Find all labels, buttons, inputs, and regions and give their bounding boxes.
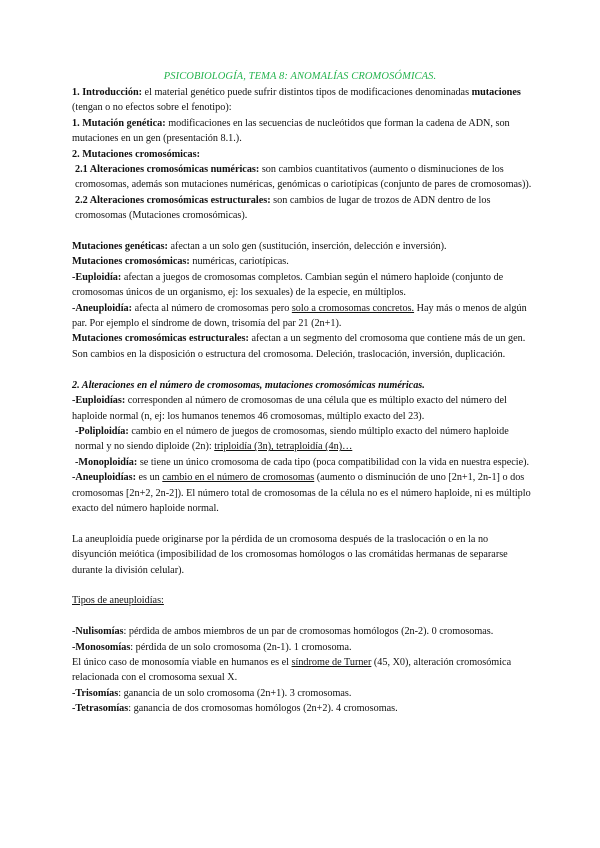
nulisomias-item: -Nulisomías: pérdida de ambos miembros de un par de cromosomas homólogos (2n-2). 0 cromosomas.	[72, 626, 494, 638]
tetrasomias-item: -Tetrasomías: ganancia de dos cromosomas homólogos (2n+2). 4 cromosomas.	[72, 703, 398, 715]
trisomias-item: -Trisomías: ganancia de un solo cromosoma (2n+1). 3 cromosomas.	[72, 687, 352, 699]
summary-aneuploidia: -Aneuploidía: afecta al número de cromosomas pero solo a cromosomas concretos. Hay más o menos de algún par. Por ejemplo el síndrome de down, trisomía del par 21 (2n+1).	[72, 302, 527, 330]
summary-structural: Mutaciones cromosómicas estructurales: afectan a un segmento del cromosoma que contiene más de un gen. Son cambios en la disposición o estructura del cromosoma. Deleción, traslocación, inversión, duplicación.	[72, 333, 526, 360]
turner-paragraph: El único caso de monosomía viable en humanos es el síndrome de Turner (45, X0), alteración cromosómica relacionada con el cromosoma sexual X.	[72, 656, 512, 684]
intro-label: 1. Introducción:	[72, 87, 142, 98]
summary-chromosomal: Mutaciones cromosómicas: numéricas, cariotípicas.	[72, 256, 289, 268]
aneuploidy-types-heading: Tipos de aneuploidías:	[72, 595, 164, 607]
monosomias-item: -Monosomías: pérdida de un solo cromosoma (2n-1). 1 cromosoma.	[72, 641, 352, 653]
chromosomal-mutations-heading: 2. Mutaciones cromosómicas:	[72, 148, 200, 160]
aneuploidias-paragraph: -Aneuploidías: es un cambio en el número de cromosomas (aumento o disminución de uno [2n+1, 2n-1] o dos cromosomas [2n+2, 2n-2]). El número total de cromosomas de la célula no es el número haploide, ni es múltiplo exacto del número haploide normal.	[72, 472, 531, 514]
euploidias-paragraph: -Euploidías: corresponden al número de cromosomas de una célula que es múltiplo exacto del número del haploide normal (n, ej: los humanos tenemos 46 cromosomas, múltiplo exacto del 23).	[72, 395, 507, 422]
section-2-heading: 2. Alteraciones en el número de cromosomas, mutaciones cromosómicas numéricas.	[72, 379, 425, 391]
document-title: PSICOBIOLOGÍA, TEMA 8: ANOMALÍAS CROMOSÓMICAS.	[163, 71, 437, 82]
poliploidia-paragraph: -Poliploidía: cambio en el número de juegos de cromosomas, siendo múltiplo exacto del número haploide normal y no siendo diploide (2n): triploidía (3n), tetraploidía (4n)…	[75, 425, 509, 453]
monoploidia-paragraph: -Monoploidía: se tiene un único cromosoma de cada tipo (poca compatibilidad con la vida en nuestra especie).	[75, 456, 530, 468]
summary-genetic: Mutaciones genéticas: afectan a un solo gen (sustitución, inserción, delección e inversión).	[72, 241, 447, 253]
summary-euploidia: -Euploidía: afectan a juegos de cromosomas completos. Cambian según el número haploide (conjunto de cromosomas únicos de un organismo, ej: los sexuales) de la especie, en múltiplos.	[72, 271, 504, 299]
numeric-alterations-paragraph: 2.1 Alteraciones cromosómicas numéricas: son cambios cuantitativos (aumento o disminuciones de los cromosomas, además son mutaciones numéricas, genómicas o cariotípicas (conjunto de pares de cromosomas)).	[75, 164, 532, 191]
intro-paragraph: 1. Introducción: el material genético puede sufrir distintos tipos de modificaciones denominadas mutaciones (tengan o no efectos sobre el fenotipo):	[72, 87, 521, 114]
document-body	[72, 85, 532, 717]
structural-alterations-paragraph: 2.2 Alteraciones cromosómicas estructurales: son cambios de lugar de trozos de ADN dentro de los cromosomas (Mutaciones cromosómicas).	[75, 194, 491, 222]
genetic-mutation-paragraph: 1. Mutación genética: modificaciones en las secuencias de nucleótidos que forman la cadena de ADN, son mutaciones en un gen (presentación 8.1.).	[72, 117, 510, 145]
aneuploidy-origin-paragraph: La aneuploidía puede originarse por la pérdida de un cromosoma después de la traslocación o en la no disyunción meiótica (imposibilidad de los cromosomas homólogos o las cromátidas hermanas de separarse durante la división celular).	[72, 533, 508, 576]
